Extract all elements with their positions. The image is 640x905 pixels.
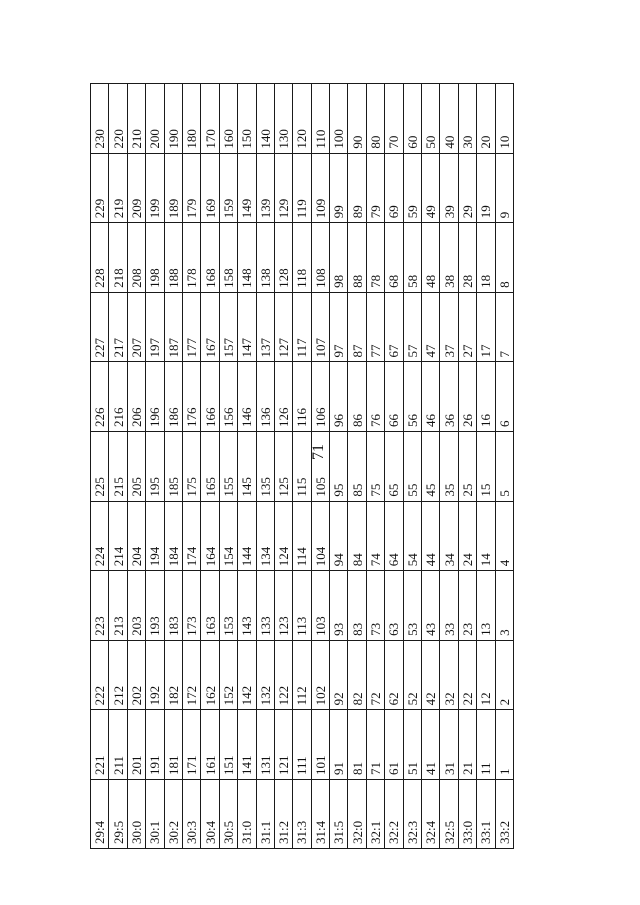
- table-cell: 8: [495, 223, 513, 293]
- table-cell: 70: [385, 84, 403, 154]
- row-label: 32:1: [366, 780, 384, 849]
- table-cell: 167: [201, 292, 219, 362]
- table-cell: 52: [403, 640, 421, 710]
- table-cell: 117: [293, 292, 311, 362]
- table-cell: 180: [182, 84, 200, 154]
- table-cell: 173: [182, 571, 200, 641]
- table-cell: 226: [91, 362, 109, 432]
- table-cell: 185: [164, 432, 182, 502]
- table-cell: 86: [348, 362, 366, 432]
- table-cell: 95: [330, 432, 348, 502]
- table-cell: 168: [201, 223, 219, 293]
- table-cell: 37: [440, 292, 458, 362]
- table-cell: 181: [164, 710, 182, 780]
- table-cell: 63: [385, 571, 403, 641]
- row-label: 30:1: [146, 780, 164, 849]
- table-cell: 6: [495, 362, 513, 432]
- table-cell: 76: [366, 362, 384, 432]
- table-cell: 179: [182, 153, 200, 223]
- table-cell: 51: [403, 710, 421, 780]
- table-cell: 214: [109, 501, 127, 571]
- table-cell: 99: [330, 153, 348, 223]
- table-cell: 196: [146, 362, 164, 432]
- table-row: [274, 84, 292, 849]
- table-cell: 94: [330, 501, 348, 571]
- table-cell: 175: [182, 432, 200, 502]
- table-cell: 71: [366, 710, 384, 780]
- table-row: [458, 84, 476, 849]
- table-cell: 133: [256, 571, 274, 641]
- table-cell: 24: [458, 501, 476, 571]
- table-cell: 148: [238, 223, 256, 293]
- table-cell: 208: [127, 223, 145, 293]
- table-cell: 150: [238, 84, 256, 154]
- table-cell: 16: [477, 362, 495, 432]
- table-cell: 42: [422, 640, 440, 710]
- table-cell: 210: [127, 84, 145, 154]
- table-row: [127, 84, 145, 849]
- table-cell: 211: [109, 710, 127, 780]
- table-cell: 162: [201, 640, 219, 710]
- table-cell: 10: [495, 84, 513, 154]
- table-cell: 157: [219, 292, 237, 362]
- table-cell: 159: [219, 153, 237, 223]
- table-cell: 195: [146, 432, 164, 502]
- table-cell: 215: [109, 432, 127, 502]
- table-cell: 151: [219, 710, 237, 780]
- table-cell: 36: [440, 362, 458, 432]
- table-cell: 53: [403, 571, 421, 641]
- table-row: [256, 84, 274, 849]
- table-cell: 192: [146, 640, 164, 710]
- table-cell: 20: [477, 84, 495, 154]
- table-cell: 147: [238, 292, 256, 362]
- table-cell: 142: [238, 640, 256, 710]
- table-cell: 160: [219, 84, 237, 154]
- table-cell: 102: [311, 640, 329, 710]
- table-cell: 227: [91, 292, 109, 362]
- table-cell: 89: [348, 153, 366, 223]
- table-cell: 119: [293, 153, 311, 223]
- row-label: 32:5: [440, 780, 458, 849]
- table-cell: 228: [91, 223, 109, 293]
- table-cell: 109: [311, 153, 329, 223]
- table-cell: 41: [422, 710, 440, 780]
- table-cell: 219: [109, 153, 127, 223]
- table-cell: 101: [311, 710, 329, 780]
- table-cell: 132: [256, 640, 274, 710]
- table-row: [201, 84, 219, 849]
- table-row: [477, 84, 495, 849]
- table-cell: 9: [495, 153, 513, 223]
- table-cell: 80: [366, 84, 384, 154]
- table-row: [403, 84, 421, 849]
- table-cell: 141: [238, 710, 256, 780]
- table-cell: 114: [293, 501, 311, 571]
- table-cell: 137: [256, 292, 274, 362]
- table-cell: 120: [293, 84, 311, 154]
- table-cell: 58: [403, 223, 421, 293]
- table-cell: 198: [146, 223, 164, 293]
- table-cell: 190: [164, 84, 182, 154]
- table-cell: 14: [477, 501, 495, 571]
- table-cell: 68: [385, 223, 403, 293]
- table-cell: 77: [366, 292, 384, 362]
- table-cell: 39: [440, 153, 458, 223]
- table-row: [422, 84, 440, 849]
- table-cell: 123: [274, 571, 292, 641]
- table-cell: 131: [256, 710, 274, 780]
- table-cell: 171: [182, 710, 200, 780]
- table-row: [164, 84, 182, 849]
- table-cell: 44: [422, 501, 440, 571]
- table-cell: 23: [458, 571, 476, 641]
- table-row: [219, 84, 237, 849]
- row-label: 30:5: [219, 780, 237, 849]
- row-label: 33:0: [458, 780, 476, 849]
- table-cell: 203: [127, 571, 145, 641]
- table-cell: 92: [330, 640, 348, 710]
- table-cell: 56: [403, 362, 421, 432]
- table-cell: 191: [146, 710, 164, 780]
- table-cell: 90: [348, 84, 366, 154]
- table-cell: 12: [477, 640, 495, 710]
- table-cell: 33: [440, 571, 458, 641]
- table-cell: 72: [366, 640, 384, 710]
- table-cell: 156: [219, 362, 237, 432]
- table-cell: 128: [274, 223, 292, 293]
- table-cell: 35: [440, 432, 458, 502]
- table-cell: 62: [385, 640, 403, 710]
- table-cell: 115: [293, 432, 311, 502]
- table-cell: 21: [458, 710, 476, 780]
- table-row: [495, 84, 513, 849]
- table-cell: 48: [422, 223, 440, 293]
- table-cell: 125: [274, 432, 292, 502]
- table-cell: 11: [477, 710, 495, 780]
- table-cell: 40: [440, 84, 458, 154]
- table-row: [238, 84, 256, 849]
- table-cell: 111: [293, 710, 311, 780]
- row-label: 33:2: [495, 780, 513, 849]
- table-row: [109, 84, 127, 849]
- table-cell: 83: [348, 571, 366, 641]
- table-container: [90, 83, 514, 849]
- table-cell: 202: [127, 640, 145, 710]
- table-cell: 130: [274, 84, 292, 154]
- row-label: 32:4: [422, 780, 440, 849]
- table-row: [385, 84, 403, 849]
- table-cell: 129: [274, 153, 292, 223]
- table-cell: 45: [422, 432, 440, 502]
- table-cell: 55: [403, 432, 421, 502]
- table-cell: 200: [146, 84, 164, 154]
- table-cell: 229: [91, 153, 109, 223]
- table-cell: 38: [440, 223, 458, 293]
- table-cell: 209: [127, 153, 145, 223]
- table-cell: 67: [385, 292, 403, 362]
- table-row: [311, 84, 329, 849]
- table-cell: 96: [330, 362, 348, 432]
- row-label: 32:3: [403, 780, 421, 849]
- table-cell: 187: [164, 292, 182, 362]
- row-label: 33:1: [477, 780, 495, 849]
- table-cell: 47: [422, 292, 440, 362]
- table-cell: 178: [182, 223, 200, 293]
- table-cell: 64: [385, 501, 403, 571]
- table-cell: 19: [477, 153, 495, 223]
- table-cell: 106: [311, 362, 329, 432]
- table-cell: 17: [477, 292, 495, 362]
- table-cell: 25: [458, 432, 476, 502]
- table-cell: 29: [458, 153, 476, 223]
- table-cell: 32: [440, 640, 458, 710]
- table-cell: 74: [366, 501, 384, 571]
- table-cell: 136: [256, 362, 274, 432]
- table-cell: 121: [274, 710, 292, 780]
- row-label: 31:5: [330, 780, 348, 849]
- table-cell: 60: [403, 84, 421, 154]
- table-cell: 103: [311, 571, 329, 641]
- table-cell: 205: [127, 432, 145, 502]
- table-body: [91, 84, 514, 849]
- table-cell: 124: [274, 501, 292, 571]
- table-cell: 139: [256, 153, 274, 223]
- table-cell: 224: [91, 501, 109, 571]
- row-label: 30:3: [182, 780, 200, 849]
- table-cell: 73: [366, 571, 384, 641]
- table-cell: 176: [182, 362, 200, 432]
- table-cell: 104: [311, 501, 329, 571]
- table-cell: 79: [366, 153, 384, 223]
- table-cell: 26: [458, 362, 476, 432]
- table-cell: 172: [182, 640, 200, 710]
- table-cell: 213: [109, 571, 127, 641]
- table-cell: 143: [238, 571, 256, 641]
- table-cell: 165: [201, 432, 219, 502]
- table-cell: 105: [311, 432, 329, 502]
- table-cell: 75: [366, 432, 384, 502]
- table-cell: 183: [164, 571, 182, 641]
- table-cell: 127: [274, 292, 292, 362]
- table-cell: 30: [458, 84, 476, 154]
- table-cell: 182: [164, 640, 182, 710]
- table-row: [366, 84, 384, 849]
- table-row: [330, 84, 348, 849]
- table-cell: 230: [91, 84, 109, 154]
- table-cell: 199: [146, 153, 164, 223]
- table-cell: 18: [477, 223, 495, 293]
- table-cell: 145: [238, 432, 256, 502]
- table-row: [440, 84, 458, 849]
- table-cell: 152: [219, 640, 237, 710]
- row-label: 30:2: [164, 780, 182, 849]
- table-cell: 220: [109, 84, 127, 154]
- table-cell: 50: [422, 84, 440, 154]
- table-cell: 223: [91, 571, 109, 641]
- table-cell: 84: [348, 501, 366, 571]
- table-cell: 222: [91, 640, 109, 710]
- page-number: 71: [310, 444, 327, 460]
- table-cell: 225: [91, 432, 109, 502]
- row-label: 31:4: [311, 780, 329, 849]
- table-cell: 46: [422, 362, 440, 432]
- row-label: 30:0: [127, 780, 145, 849]
- table-cell: 204: [127, 501, 145, 571]
- table-cell: 78: [366, 223, 384, 293]
- row-label: 31:3: [293, 780, 311, 849]
- table-cell: 188: [164, 223, 182, 293]
- table-cell: 31: [440, 710, 458, 780]
- row-label: 29:5: [109, 780, 127, 849]
- table-cell: 82: [348, 640, 366, 710]
- table-row: [146, 84, 164, 849]
- row-label: 31:0: [238, 780, 256, 849]
- table-cell: 166: [201, 362, 219, 432]
- table-cell: 113: [293, 571, 311, 641]
- table-cell: 112: [293, 640, 311, 710]
- table-cell: 221: [91, 710, 109, 780]
- table-cell: 169: [201, 153, 219, 223]
- table-cell: 135: [256, 432, 274, 502]
- table-cell: 163: [201, 571, 219, 641]
- table-cell: 88: [348, 223, 366, 293]
- table-cell: 140: [256, 84, 274, 154]
- table-cell: 218: [109, 223, 127, 293]
- table-cell: 110: [311, 84, 329, 154]
- row-label: 29:4: [91, 780, 109, 849]
- table-cell: 184: [164, 501, 182, 571]
- table-cell: 7: [495, 292, 513, 362]
- table-cell: 177: [182, 292, 200, 362]
- row-label: 31:1: [256, 780, 274, 849]
- data-table: [90, 83, 514, 849]
- table-cell: 81: [348, 710, 366, 780]
- table-header-row: [91, 84, 109, 849]
- row-label: 31:2: [274, 780, 292, 849]
- table-row: [293, 84, 311, 849]
- table-cell: 93: [330, 571, 348, 641]
- table-cell: 164: [201, 501, 219, 571]
- table-cell: 28: [458, 223, 476, 293]
- row-label: 30:4: [201, 780, 219, 849]
- table-cell: 174: [182, 501, 200, 571]
- table-cell: 97: [330, 292, 348, 362]
- table-cell: 122: [274, 640, 292, 710]
- table-cell: 107: [311, 292, 329, 362]
- table-cell: 216: [109, 362, 127, 432]
- table-cell: 186: [164, 362, 182, 432]
- table-cell: 27: [458, 292, 476, 362]
- table-cell: 57: [403, 292, 421, 362]
- row-label: 32:2: [385, 780, 403, 849]
- table-cell: 43: [422, 571, 440, 641]
- table-row: [348, 84, 366, 849]
- table-cell: 13: [477, 571, 495, 641]
- table-cell: 54: [403, 501, 421, 571]
- table-cell: 126: [274, 362, 292, 432]
- table-cell: 197: [146, 292, 164, 362]
- table-cell: 161: [201, 710, 219, 780]
- row-label: 32:0: [348, 780, 366, 849]
- table-cell: 4: [495, 501, 513, 571]
- table-cell: 154: [219, 501, 237, 571]
- table-cell: 189: [164, 153, 182, 223]
- table-cell: 15: [477, 432, 495, 502]
- table-cell: 217: [109, 292, 127, 362]
- table-cell: 134: [256, 501, 274, 571]
- table-cell: 91: [330, 710, 348, 780]
- table-cell: 116: [293, 362, 311, 432]
- table-cell: 201: [127, 710, 145, 780]
- table-cell: 49: [422, 153, 440, 223]
- table-cell: 100: [330, 84, 348, 154]
- table-row: [182, 84, 200, 849]
- table-cell: 194: [146, 501, 164, 571]
- table-cell: 146: [238, 362, 256, 432]
- table-cell: 5: [495, 432, 513, 502]
- table-cell: 59: [403, 153, 421, 223]
- table-cell: 153: [219, 571, 237, 641]
- table-cell: 108: [311, 223, 329, 293]
- table-cell: 65: [385, 432, 403, 502]
- table-cell: 1: [495, 710, 513, 780]
- table-cell: 118: [293, 223, 311, 293]
- table-cell: 22: [458, 640, 476, 710]
- table-cell: 206: [127, 362, 145, 432]
- table-cell: 61: [385, 710, 403, 780]
- table-cell: 85: [348, 432, 366, 502]
- table-cell: 193: [146, 571, 164, 641]
- table-cell: 144: [238, 501, 256, 571]
- table-cell: 158: [219, 223, 237, 293]
- table-cell: 66: [385, 362, 403, 432]
- table-cell: 207: [127, 292, 145, 362]
- table-cell: 3: [495, 571, 513, 641]
- table-cell: 155: [219, 432, 237, 502]
- table-cell: 34: [440, 501, 458, 571]
- table-cell: 138: [256, 223, 274, 293]
- table-cell: 2: [495, 640, 513, 710]
- table-cell: 212: [109, 640, 127, 710]
- table-cell: 149: [238, 153, 256, 223]
- table-cell: 69: [385, 153, 403, 223]
- table-cell: 98: [330, 223, 348, 293]
- table-cell: 87: [348, 292, 366, 362]
- table-cell: 170: [201, 84, 219, 154]
